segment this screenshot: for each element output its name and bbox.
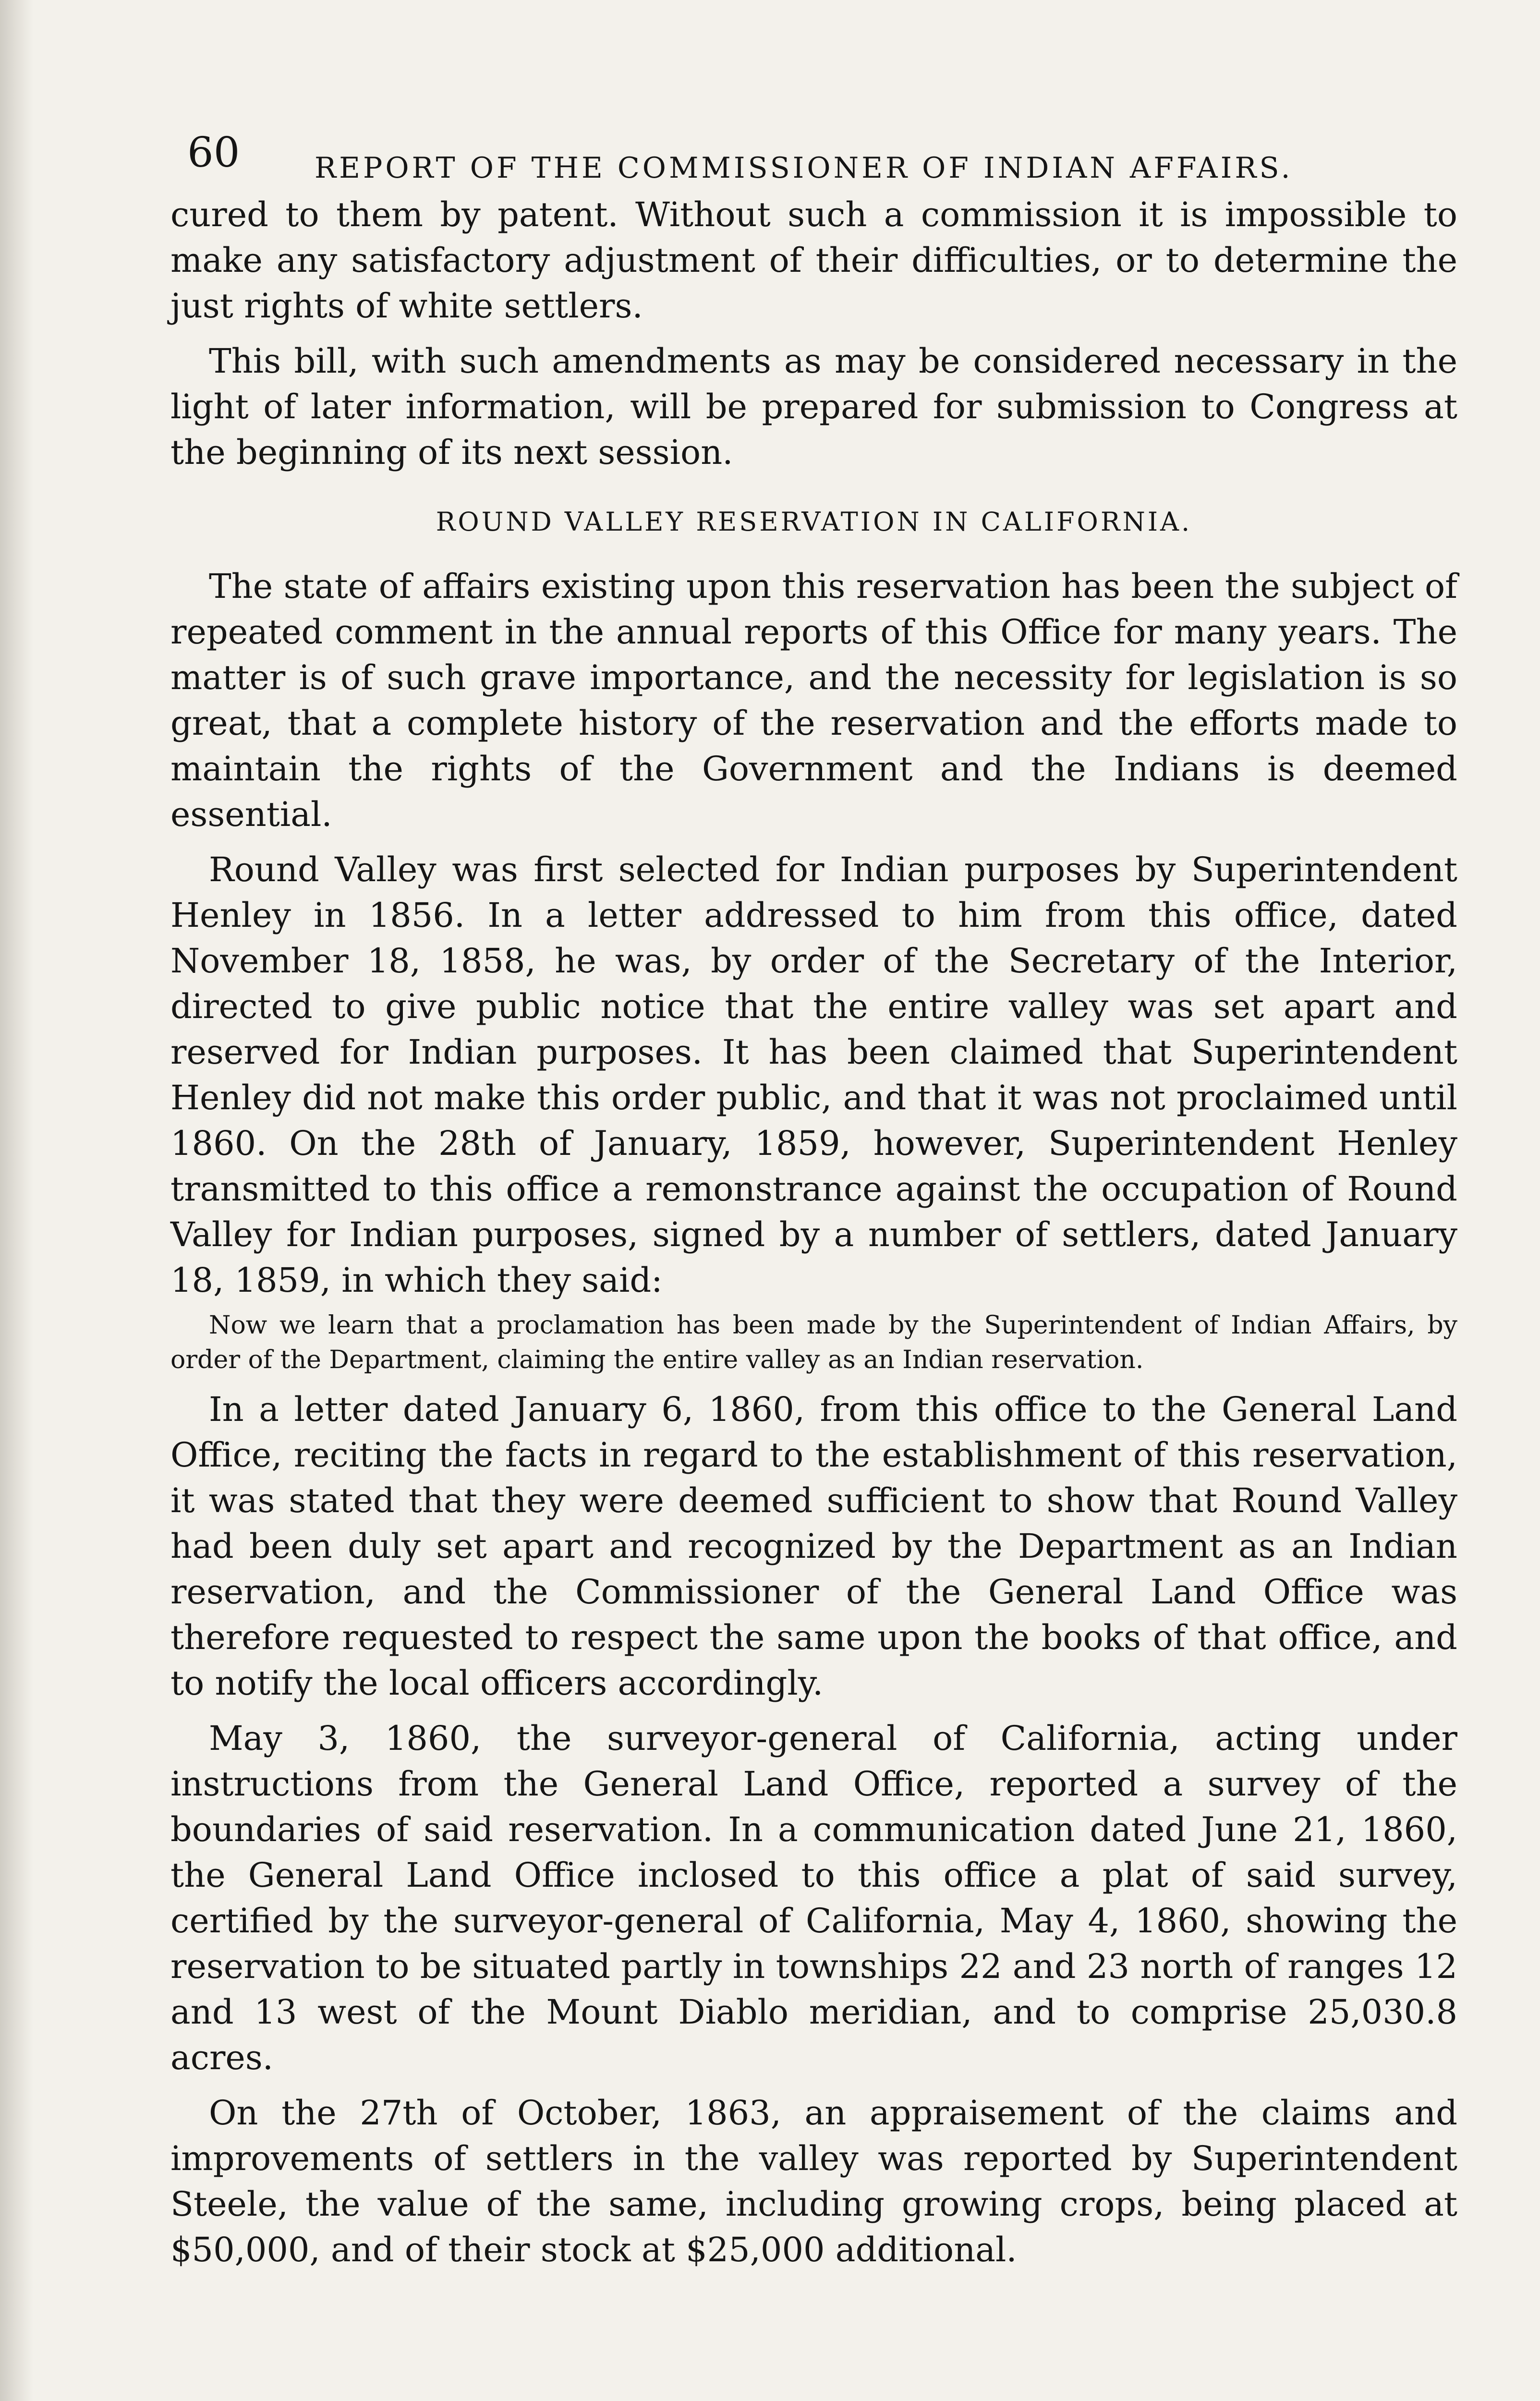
running-head: REPORT OF THE COMMISSIONER OF INDIAN AFFAIRS. [315, 151, 1293, 185]
page-left-edge [0, 0, 34, 2401]
paragraph-2: This bill, with such amendments as may be considered necessary in the light of later information, will be prepared for submission to Congress at the beginning of its next session. [170, 341, 1457, 472]
paragraph-5: In a letter dated January 6, 1860, from this office to the General Land Office, reciting the facts in regard to the establishment of this reservation, it was stated that they were deemed sufficient to show that Round Valley had been duly set apart and recognized by the Department as an Indian reservation, and the Commissioner of the General Land Office was therefore requested to respect the same upon the books of that office, and to notify the local officers accordingly. [170, 1390, 1457, 1703]
block-quote: Now we learn that a proclamation has been made by the Superintendent of Indian Affairs, by order of the Department, claiming the entire valley as an Indian reservation. [170, 1311, 1457, 1374]
paragraph-3: The state of affairs existing upon this reservation has been the subject of repeated comment in the annual reports of this Office for many years. The matter is of such grave importance, and the necessity for legislation is so great, that a complete history of the reservation and the efforts made to maintain the rights of the Government and the Indians is deemed essential. [170, 567, 1457, 834]
paragraph-7: On the 27th of October, 1863, an appraisement of the claims and improvements of settlers in the valley was reported by Superintendent Steele, the value of the same, including growing crops, being placed at $50,000, and of their stock at $25,000 additional. [170, 2093, 1457, 2269]
page-content [170, 120, 1457, 2273]
page-header [170, 120, 1457, 192]
paragraph-1: cured to them by patent. Without such a commission it is impossible to make any satisfactory adjustment of their difficulties, or to determine the just rights of white settlers. [170, 195, 1457, 326]
paragraph-6: May 3, 1860, the surveyor-general of California, acting under instructions from the General Land Office, reported a survey of the boundaries of said reservation. In a communication dated June 21, 1860, the General Land Office inclosed to this office a plat of said survey, certified by the surveyor-general of California, May 4, 1860, showing the reservation to be situated partly in townships 22 and 23 north of ranges 12 and 13 west of the Mount Diablo meridian, and to comprise 25,030.8 acres. [170, 1719, 1457, 2077]
section-title: ROUND VALLEY RESERVATION IN CALIFORNIA. [436, 507, 1192, 537]
page-number: 60 [187, 129, 240, 177]
paragraph-4: Round Valley was first selected for Indian purposes by Superintendent Henley in 1856. In a letter addressed to him from this office, dated November 18, 1858, he was, by order of the Secretary of the Interior, directed to give public notice that the entire valley was set apart and reserved for Indian purposes. It has been claimed that Superintendent Henley did not make this order public, and that it was not proclaimed until 1860. On the 28th of January, 1859, however, Superintendent Henley transmitted to this office a remonstrance against the occupation of Round Valley for Indian purposes, signed by a number of settlers, dated January 18, 1859, in which they said: [170, 850, 1457, 1300]
